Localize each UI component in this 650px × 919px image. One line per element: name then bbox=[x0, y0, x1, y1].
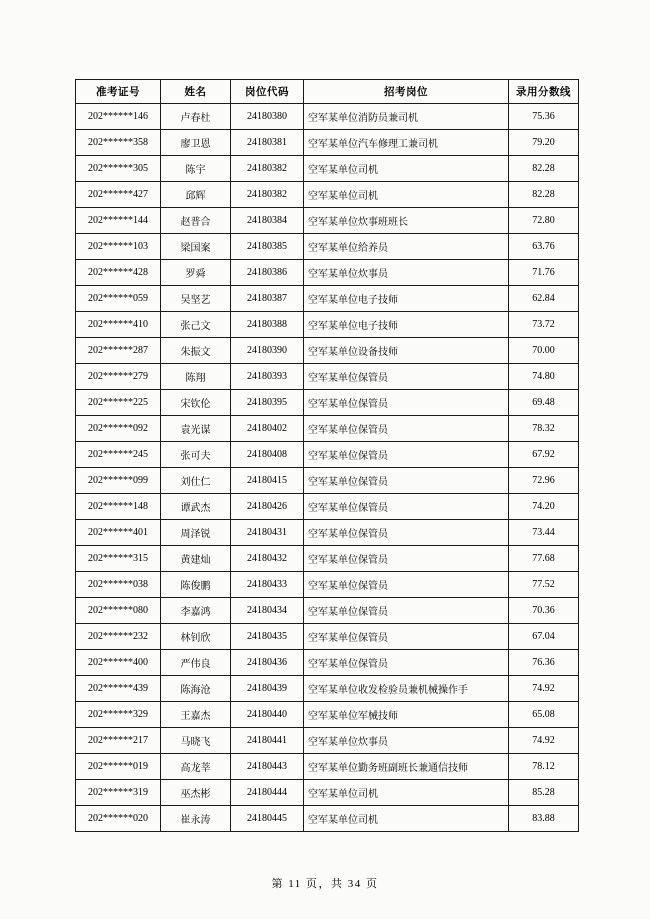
cell-position: 空军某单位保管员 bbox=[304, 494, 509, 520]
table-row bbox=[76, 494, 579, 520]
cell-exam-id: 202******148 bbox=[76, 494, 161, 520]
cell-position: 空军某单位保管员 bbox=[304, 598, 509, 624]
cell-name: 王嘉杰 bbox=[161, 702, 231, 728]
cell-score-line: 74.80 bbox=[509, 364, 579, 390]
cell-exam-id: 202******439 bbox=[76, 676, 161, 702]
table-row bbox=[76, 754, 579, 780]
cell-score-line: 78.12 bbox=[509, 754, 579, 780]
cell-score-line: 70.36 bbox=[509, 598, 579, 624]
cell-name: 罗舜 bbox=[161, 260, 231, 286]
column-header-position: 招考岗位 bbox=[304, 80, 509, 104]
cell-position-code: 24180436 bbox=[231, 650, 304, 676]
cell-position: 空军某单位司机 bbox=[304, 806, 509, 832]
cell-score-line: 75.36 bbox=[509, 104, 579, 130]
cell-score-line: 71.76 bbox=[509, 260, 579, 286]
cell-name: 廖卫恩 bbox=[161, 130, 231, 156]
cell-score-line: 67.92 bbox=[509, 442, 579, 468]
cell-position: 空军某单位炊事员 bbox=[304, 728, 509, 754]
cell-exam-id: 202******401 bbox=[76, 520, 161, 546]
cell-name: 黄建灿 bbox=[161, 546, 231, 572]
cell-exam-id: 202******427 bbox=[76, 182, 161, 208]
cell-score-line: 74.20 bbox=[509, 494, 579, 520]
cell-position-code: 24180426 bbox=[231, 494, 304, 520]
admission-score-table bbox=[75, 79, 579, 832]
cell-position: 空军某单位炊事班班长 bbox=[304, 208, 509, 234]
table-row bbox=[76, 650, 579, 676]
cell-name: 陈翔 bbox=[161, 364, 231, 390]
cell-name: 邱辉 bbox=[161, 182, 231, 208]
cell-exam-id: 202******103 bbox=[76, 234, 161, 260]
cell-score-line: 65.08 bbox=[509, 702, 579, 728]
table-header-row bbox=[76, 80, 579, 104]
cell-name: 刘仕仁 bbox=[161, 468, 231, 494]
table-row bbox=[76, 182, 579, 208]
cell-exam-id: 202******232 bbox=[76, 624, 161, 650]
cell-position: 空军某单位保管员 bbox=[304, 468, 509, 494]
cell-name: 谭武杰 bbox=[161, 494, 231, 520]
cell-score-line: 74.92 bbox=[509, 728, 579, 754]
cell-position-code: 24180384 bbox=[231, 208, 304, 234]
cell-exam-id: 202******287 bbox=[76, 338, 161, 364]
table-row bbox=[76, 702, 579, 728]
cell-position-code: 24180382 bbox=[231, 156, 304, 182]
cell-position: 空军某单位汽车修理工兼司机 bbox=[304, 130, 509, 156]
cell-position: 空军某单位设备技师 bbox=[304, 338, 509, 364]
cell-score-line: 77.52 bbox=[509, 572, 579, 598]
table-row bbox=[76, 286, 579, 312]
cell-position-code: 24180390 bbox=[231, 338, 304, 364]
cell-position: 空军某单位保管员 bbox=[304, 390, 509, 416]
cell-exam-id: 202******059 bbox=[76, 286, 161, 312]
table-row bbox=[76, 520, 579, 546]
cell-position: 空军某单位军械技师 bbox=[304, 702, 509, 728]
cell-position-code: 24180441 bbox=[231, 728, 304, 754]
table-row bbox=[76, 234, 579, 260]
cell-position: 空军某单位保管员 bbox=[304, 650, 509, 676]
cell-position-code: 24180434 bbox=[231, 598, 304, 624]
cell-exam-id: 202******099 bbox=[76, 468, 161, 494]
cell-position: 空军某单位保管员 bbox=[304, 624, 509, 650]
cell-exam-id: 202******329 bbox=[76, 702, 161, 728]
cell-score-line: 67.04 bbox=[509, 624, 579, 650]
cell-name: 吴坚艺 bbox=[161, 286, 231, 312]
table-row bbox=[76, 572, 579, 598]
cell-position-code: 24180431 bbox=[231, 520, 304, 546]
cell-name: 崔永涛 bbox=[161, 806, 231, 832]
table-row bbox=[76, 728, 579, 754]
table-row bbox=[76, 260, 579, 286]
cell-name: 宋钦伦 bbox=[161, 390, 231, 416]
cell-exam-id: 202******279 bbox=[76, 364, 161, 390]
cell-exam-id: 202******080 bbox=[76, 598, 161, 624]
cell-position: 空军某单位司机 bbox=[304, 182, 509, 208]
cell-score-line: 77.68 bbox=[509, 546, 579, 572]
cell-exam-id: 202******319 bbox=[76, 780, 161, 806]
cell-position: 空军某单位电子技师 bbox=[304, 312, 509, 338]
cell-position-code: 24180388 bbox=[231, 312, 304, 338]
table-row bbox=[76, 468, 579, 494]
cell-score-line: 72.80 bbox=[509, 208, 579, 234]
cell-score-line: 82.28 bbox=[509, 156, 579, 182]
table-row bbox=[76, 546, 579, 572]
table-row bbox=[76, 624, 579, 650]
cell-position: 空军某单位司机 bbox=[304, 156, 509, 182]
table-row bbox=[76, 156, 579, 182]
table-row bbox=[76, 364, 579, 390]
cell-exam-id: 202******315 bbox=[76, 546, 161, 572]
cell-position: 空军某单位消防员兼司机 bbox=[304, 104, 509, 130]
table-row bbox=[76, 208, 579, 234]
cell-position-code: 24180439 bbox=[231, 676, 304, 702]
table-row bbox=[76, 780, 579, 806]
cell-score-line: 82.28 bbox=[509, 182, 579, 208]
cell-position-code: 24180380 bbox=[231, 104, 304, 130]
cell-name: 李嘉鸿 bbox=[161, 598, 231, 624]
cell-position-code: 24180432 bbox=[231, 546, 304, 572]
table-row bbox=[76, 312, 579, 338]
cell-exam-id: 202******400 bbox=[76, 650, 161, 676]
cell-position: 空军某单位保管员 bbox=[304, 546, 509, 572]
table-row bbox=[76, 598, 579, 624]
cell-position-code: 24180443 bbox=[231, 754, 304, 780]
cell-score-line: 76.36 bbox=[509, 650, 579, 676]
table-row bbox=[76, 442, 579, 468]
cell-position-code: 24180402 bbox=[231, 416, 304, 442]
cell-position: 空军某单位保管员 bbox=[304, 442, 509, 468]
column-header-name: 姓名 bbox=[161, 80, 231, 104]
cell-position: 空军某单位电子技师 bbox=[304, 286, 509, 312]
cell-position-code: 24180444 bbox=[231, 780, 304, 806]
cell-exam-id: 202******217 bbox=[76, 728, 161, 754]
cell-name: 严伟良 bbox=[161, 650, 231, 676]
table-row bbox=[76, 338, 579, 364]
cell-score-line: 72.96 bbox=[509, 468, 579, 494]
cell-name: 朱振文 bbox=[161, 338, 231, 364]
cell-name: 张己文 bbox=[161, 312, 231, 338]
cell-name: 陈俊鹏 bbox=[161, 572, 231, 598]
cell-position: 空军某单位司机 bbox=[304, 780, 509, 806]
cell-name: 周泽锐 bbox=[161, 520, 231, 546]
cell-position-code: 24180395 bbox=[231, 390, 304, 416]
cell-score-line: 85.28 bbox=[509, 780, 579, 806]
cell-exam-id: 202******225 bbox=[76, 390, 161, 416]
cell-score-line: 63.76 bbox=[509, 234, 579, 260]
column-header-exam-id: 准考证号 bbox=[76, 80, 161, 104]
table-row bbox=[76, 806, 579, 832]
cell-position: 空军某单位保管员 bbox=[304, 416, 509, 442]
cell-position-code: 24180393 bbox=[231, 364, 304, 390]
cell-name: 卢春杜 bbox=[161, 104, 231, 130]
page-number: 第 11 页，共 34 页 bbox=[271, 878, 379, 890]
cell-position-code: 24180386 bbox=[231, 260, 304, 286]
cell-position: 空军某单位保管员 bbox=[304, 572, 509, 598]
cell-exam-id: 202******428 bbox=[76, 260, 161, 286]
cell-score-line: 69.48 bbox=[509, 390, 579, 416]
cell-position: 空军某单位给养员 bbox=[304, 234, 509, 260]
cell-exam-id: 202******358 bbox=[76, 130, 161, 156]
cell-name: 梁国案 bbox=[161, 234, 231, 260]
cell-name: 高龙莘 bbox=[161, 754, 231, 780]
cell-position: 空军某单位保管员 bbox=[304, 520, 509, 546]
cell-score-line: 73.44 bbox=[509, 520, 579, 546]
column-header-score-line: 录用分数线 bbox=[509, 80, 579, 104]
cell-exam-id: 202******305 bbox=[76, 156, 161, 182]
cell-name: 巫杰彬 bbox=[161, 780, 231, 806]
cell-score-line: 73.72 bbox=[509, 312, 579, 338]
cell-score-line: 62.84 bbox=[509, 286, 579, 312]
cell-position-code: 24180433 bbox=[231, 572, 304, 598]
cell-position-code: 24180435 bbox=[231, 624, 304, 650]
cell-score-line: 70.00 bbox=[509, 338, 579, 364]
cell-position: 空军某单位勤务班副班长兼通信技师 bbox=[304, 754, 509, 780]
cell-exam-id: 202******144 bbox=[76, 208, 161, 234]
cell-name: 陈海沧 bbox=[161, 676, 231, 702]
cell-exam-id: 202******146 bbox=[76, 104, 161, 130]
cell-name: 陈宇 bbox=[161, 156, 231, 182]
cell-name: 赵普合 bbox=[161, 208, 231, 234]
cell-position-code: 24180440 bbox=[231, 702, 304, 728]
table-row bbox=[76, 130, 579, 156]
cell-position-code: 24180382 bbox=[231, 182, 304, 208]
cell-position-code: 24180381 bbox=[231, 130, 304, 156]
cell-exam-id: 202******019 bbox=[76, 754, 161, 780]
cell-position: 空军某单位保管员 bbox=[304, 364, 509, 390]
cell-name: 马晓飞 bbox=[161, 728, 231, 754]
cell-position-code: 24180415 bbox=[231, 468, 304, 494]
cell-exam-id: 202******092 bbox=[76, 416, 161, 442]
cell-exam-id: 202******245 bbox=[76, 442, 161, 468]
cell-name: 张可夫 bbox=[161, 442, 231, 468]
cell-score-line: 83.88 bbox=[509, 806, 579, 832]
cell-position-code: 24180445 bbox=[231, 806, 304, 832]
cell-exam-id: 202******410 bbox=[76, 312, 161, 338]
cell-position: 空军某单位炊事员 bbox=[304, 260, 509, 286]
cell-exam-id: 202******038 bbox=[76, 572, 161, 598]
cell-exam-id: 202******020 bbox=[76, 806, 161, 832]
table-row bbox=[76, 416, 579, 442]
cell-position-code: 24180408 bbox=[231, 442, 304, 468]
cell-position-code: 24180387 bbox=[231, 286, 304, 312]
cell-position: 空军某单位收发检验员兼机械操作手 bbox=[304, 676, 509, 702]
cell-score-line: 74.92 bbox=[509, 676, 579, 702]
table-row bbox=[76, 104, 579, 130]
cell-score-line: 78.32 bbox=[509, 416, 579, 442]
cell-name: 林钊欣 bbox=[161, 624, 231, 650]
cell-score-line: 79.20 bbox=[509, 130, 579, 156]
table-row bbox=[76, 390, 579, 416]
table-row bbox=[76, 676, 579, 702]
column-header-position-code: 岗位代码 bbox=[231, 80, 304, 104]
cell-name: 袁光谋 bbox=[161, 416, 231, 442]
cell-position-code: 24180385 bbox=[231, 234, 304, 260]
